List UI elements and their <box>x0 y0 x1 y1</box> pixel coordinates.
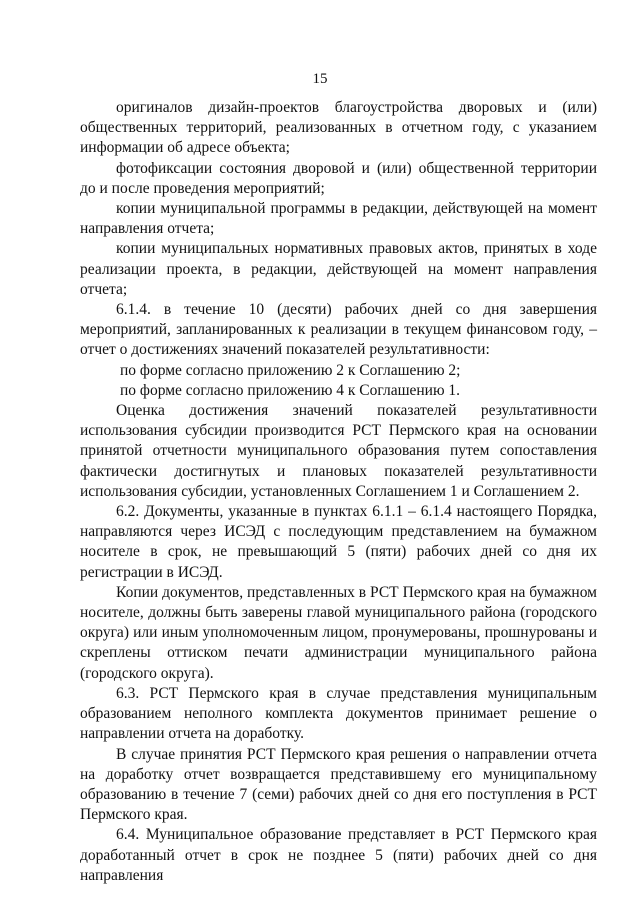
document-body <box>80 98 597 886</box>
paragraph-municipal-program: копии муниципальной программы в редакции, действующей на момент направления отчета; <box>80 200 597 238</box>
paragraph-6-2: 6.2. Документы, указанные в пунктах 6.1.1 – 6.1.4 настоящего Порядка, направляются через ИСЭД с последующим представлением на бумажном носителе в срок, не превышающий 5 (пяти) рабочих дней со дня их регистрации в ИСЭД. <box>80 503 597 581</box>
paragraph-6-1-4: 6.1.4. в течение 10 (десяти) рабочих дней со дня завершения мероприятий, запланированных к реализации в текущем финансовом году, – отчет о достижениях значений показателей результативности: <box>80 301 597 359</box>
paragraph-form-appendix-2: по форме согласно приложению 2 к Соглашению 2; <box>120 361 461 379</box>
paragraph-originals: оригиналов дизайн-проектов благоустройства дворовых и (или) общественных территорий, реализованных в отчетном году, с указанием информации об адресе объекта; <box>80 99 597 157</box>
paragraph-6-4: 6.4. Муниципальное образование представляет в РСТ Пермского края доработанный отчет в срок не позднее 5 (пяти) рабочих дней со дня направления <box>80 826 597 884</box>
paragraph-return-for-revision: В случае принятия РСТ Пермского края решения о направлении отчета на доработку отчет возвращается представившему его муниципальному образованию в течение 7 (семи) рабочих дней со дня его поступления в РСТ Пермского края. <box>80 745 597 824</box>
paragraph-form-appendix-4: по форме согласно приложению 4 к Соглашению 1. <box>120 381 461 399</box>
paragraph-6-3: 6.3. РСТ Пермского края в случае представления муниципальным образованием неполного комплекта документов принимает решение о направлении отчета на доработку. <box>80 684 597 743</box>
paragraph-legal-acts: копии муниципальных нормативных правовых актов, принятых в ходе реализации проекта, в редакции, действующей на момент направления отчета; <box>80 240 597 298</box>
paragraph-photos: фотофиксации состояния дворовой и (или) общественной территории до и после проведения мероприятий; <box>80 159 597 197</box>
paragraph-evaluation: Оценка достижения значений показателей результативности использования субсидии производится РСТ Пермского края на основании принятой отчетности муниципального образования путем сопоставления фактически достигнутых и плановых показателей результативности использования субсидии, установленных Соглашением 1 и Соглашением 2. <box>80 402 597 500</box>
page-number: 15 <box>312 71 328 87</box>
paragraph-copies: Копии документов, представленных в РСТ Пермского края на бумажном носителе, должны быть заверены главой муниципального района (городского округа) или иным уполномоченным лицом, пронумерованы, прошнурованы и скреплены оттиском печати администрации муниципального района (городского округа). <box>80 583 597 682</box>
